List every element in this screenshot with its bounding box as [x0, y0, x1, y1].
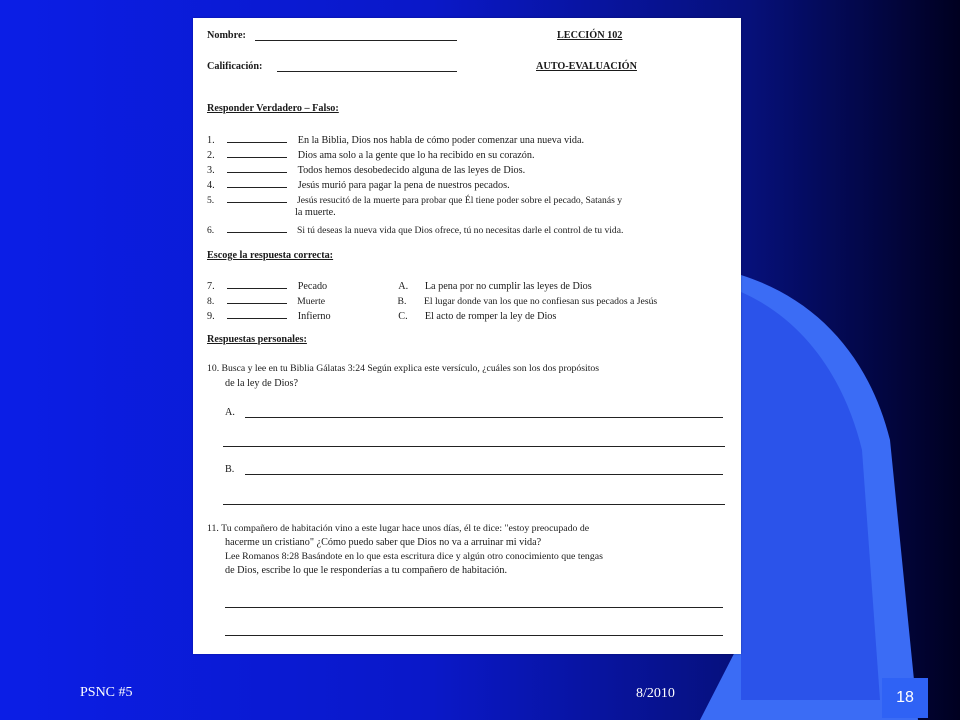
tf-item-num: 4. [207, 180, 215, 191]
q10-line2: de la ley de Dios? [225, 378, 298, 389]
tf-item-num: 5. [207, 195, 215, 206]
q10-answer-b-label: B. [225, 464, 235, 475]
q11-answer-line2[interactable] [225, 635, 723, 636]
footer-date: 8/2010 [636, 686, 675, 701]
tf-item-text: Dios ama solo a la gente que lo ha recibido en su corazón. [297, 150, 535, 161]
match-answer-blank[interactable] [227, 309, 287, 319]
nombre-line [255, 40, 457, 41]
calificacion-label: Calificación: [207, 61, 263, 72]
q11-line2: hacerme un cristiano" ¿Cómo puedo saber que Dios no va a arruinar mi vida? [225, 537, 542, 548]
auto-evaluacion-title: AUTO-EVALUACIÓN [536, 61, 637, 72]
q11-line1: 11. Tu compañero de habitación vino a este lugar hace unos días, él te dice: "estoy preocupado de [207, 523, 590, 534]
section3-title: Respuestas personales: [207, 334, 307, 345]
section2-title: Escoge la respuesta correcta: [207, 250, 334, 261]
match-definition: La pena por no cumplir las leyes de Dios [424, 281, 592, 292]
tf-item-text: Jesús resucitó de la muerte para probar que Él tiene poder sobre el pecado, Satanás y [297, 195, 623, 206]
tf-answer-blank[interactable] [227, 133, 287, 143]
section1-title: Responder Verdadero – Falso: [207, 103, 339, 114]
tf-item-5-continued: la muerte. [295, 207, 336, 218]
tf-item-num: 3. [207, 165, 215, 176]
q11-answer-line[interactable] [225, 607, 723, 608]
tf-answer-blank[interactable] [227, 178, 287, 188]
tf-item-num: 2. [207, 150, 215, 161]
q10-answer-a-line2[interactable] [223, 446, 725, 447]
match-letter: A. [398, 281, 409, 292]
page-number: 18 [882, 678, 928, 718]
q11-line3: Lee Romanos 8:28 Basándote en lo que esta escritura dice y algún otro conocimiento que tengas [225, 551, 603, 562]
q10-answer-b-line[interactable] [245, 474, 723, 475]
match-answer-blank[interactable] [227, 279, 287, 289]
tf-item-3 [207, 163, 525, 178]
calificacion-line [277, 71, 457, 72]
q10-line1: 10. Busca y lee en tu Biblia Gálatas 3:24 Según explica este versículo, ¿cuáles son los dos propósitos [207, 363, 599, 374]
lesson-title: LECCIÓN 102 [557, 30, 623, 41]
tf-item-text: Todos hemos desobedecido alguna de las leyes de Dios. [297, 165, 526, 176]
tf-item-5 [207, 193, 622, 207]
match-answer-blank[interactable] [227, 294, 287, 304]
match-item-9 [207, 309, 556, 324]
match-letter: B. [397, 296, 407, 307]
match-num: 8. [207, 296, 215, 307]
tf-item-num: 1. [207, 135, 215, 146]
q10-answer-b-line2[interactable] [223, 504, 725, 505]
tf-item-text: Si tú deseas la nueva vida que Dios ofrece, tú no necesitas darle el control de tu vida. [297, 225, 624, 236]
q11-line4: de Dios, escribe lo que le responderías a tu compañero de habitación. [225, 565, 508, 576]
tf-item-1 [207, 133, 584, 148]
match-definition: El acto de romper la ley de Dios [424, 311, 557, 322]
worksheet-document [193, 18, 741, 654]
tf-item-2 [207, 148, 535, 163]
tf-answer-blank[interactable] [227, 223, 287, 233]
tf-answer-blank[interactable] [227, 193, 287, 203]
tf-item-text: Jesús murió para pagar la pena de nuestros pecados. [297, 180, 510, 191]
match-definition: El lugar donde van los que no confiesan sus pecados a Jesús [423, 296, 658, 307]
match-term: Infierno [297, 311, 331, 322]
match-term: Muerte [297, 296, 326, 307]
tf-item-text: En la Biblia, Dios nos habla de cómo poder comenzar una nueva vida. [297, 135, 585, 146]
nombre-label: Nombre: [207, 30, 246, 41]
match-item-8 [207, 294, 657, 308]
match-term: Pecado [297, 281, 328, 292]
q10-answer-a-label: A. [225, 407, 235, 418]
footer-left-text: PSNC #5 [80, 685, 133, 700]
tf-answer-blank[interactable] [227, 148, 287, 158]
q10-answer-a-line[interactable] [245, 417, 723, 418]
tf-item-6 [207, 223, 623, 237]
tf-answer-blank[interactable] [227, 163, 287, 173]
match-num: 9. [207, 311, 215, 322]
match-item-7 [207, 279, 592, 294]
match-num: 7. [207, 281, 215, 292]
tf-item-4 [207, 178, 510, 193]
tf-item-num: 6. [207, 225, 215, 236]
match-letter: C. [398, 311, 408, 322]
